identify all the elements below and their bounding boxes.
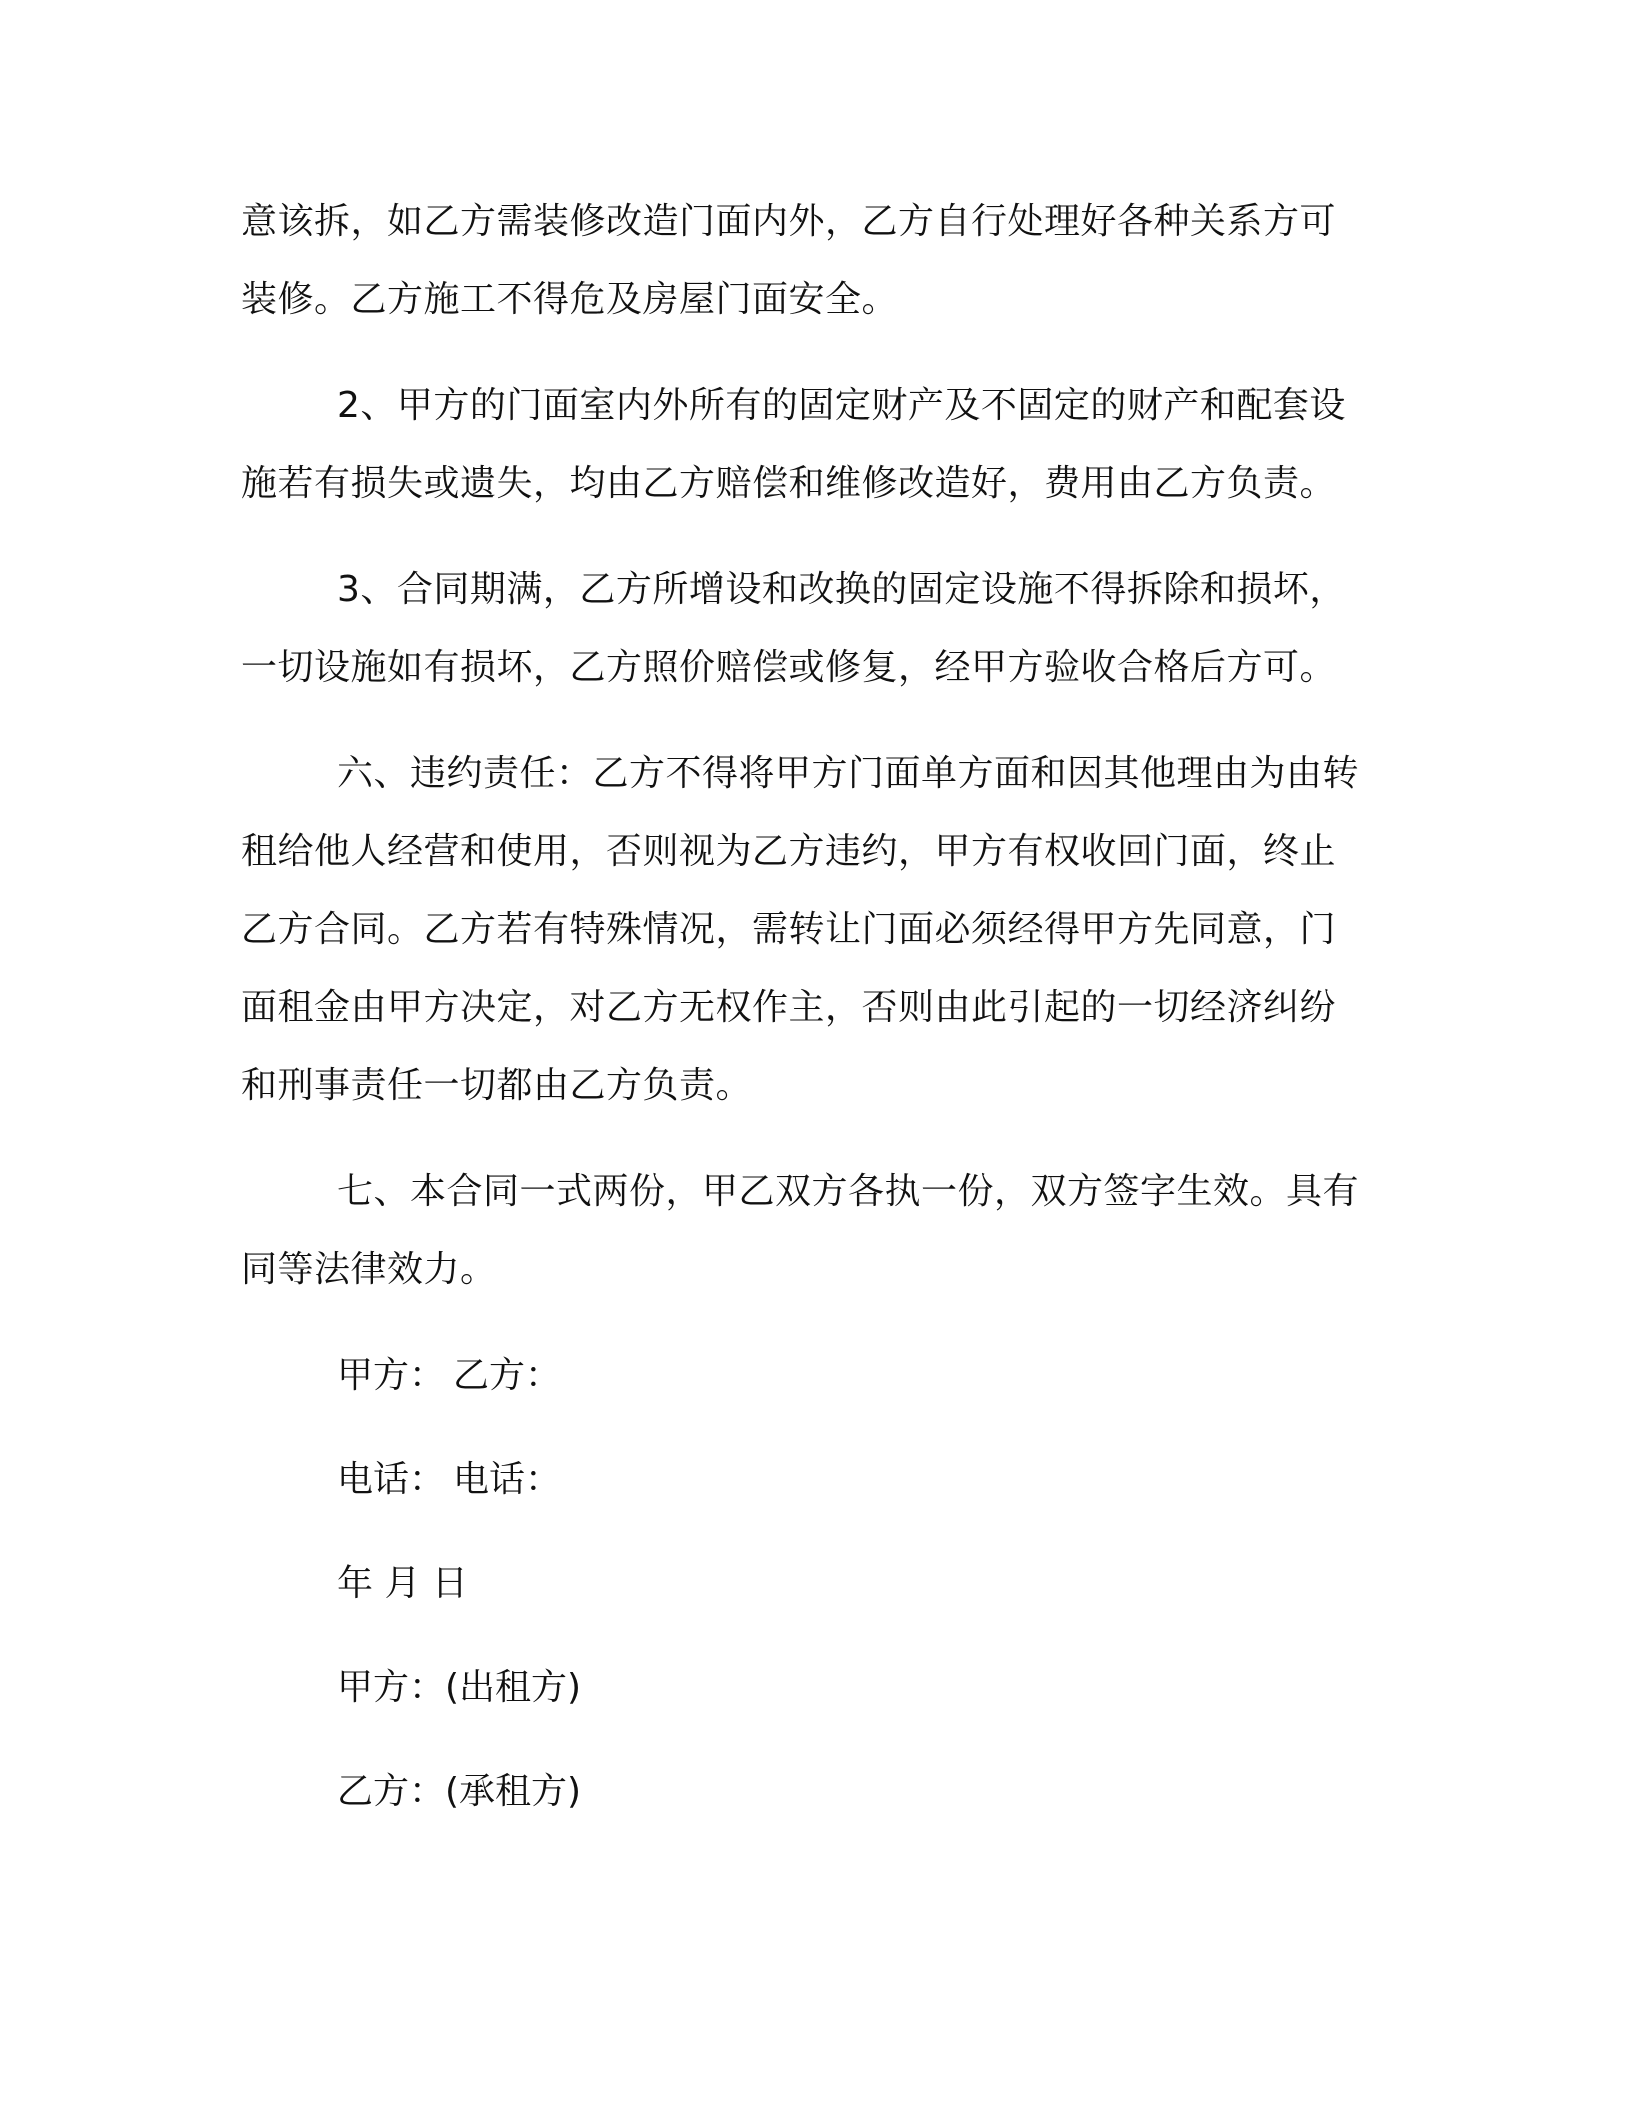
text-line: 同等法律效力。 <box>241 1249 497 1290</box>
lessor-line: 甲方：(出租方) <box>337 1667 582 1708</box>
text-line: 七、本合同一式两份，甲乙双方各执一份，双方签字生效。具有 <box>337 1171 1360 1212</box>
text-line: 一切设施如有损坏，乙方照价赔偿或修复，经甲方验收合格后方可。 <box>241 647 1337 688</box>
signature-date: 年 月 日 <box>337 1563 468 1604</box>
text-line: 和刑事责任一切都由乙方负责。 <box>241 1065 753 1106</box>
document-body <box>241 183 1391 1857</box>
signature-phones <box>241 1441 1391 1519</box>
signature-parties <box>241 1337 1391 1415</box>
paragraph-copies <box>241 1153 1391 1309</box>
text-line: 装修。乙方施工不得危及房屋门面安全。 <box>241 279 899 320</box>
party-b-label: 乙方： <box>453 1355 562 1396</box>
paragraph-clause-2 <box>241 367 1391 523</box>
text-line: 乙方合同。乙方若有特殊情况，需转让门面必须经得甲方先同意，门 <box>241 909 1337 950</box>
phone-b-label: 电话： <box>453 1459 562 1500</box>
lessee-line: 乙方：(承租方) <box>337 1771 582 1812</box>
text-line: 3、合同期满，乙方所增设和改换的固定设施不得拆除和损坏， <box>337 569 1346 610</box>
text-line: 租给他人经营和使用，否则视为乙方违约，甲方有权收回门面，终止 <box>241 831 1337 872</box>
paragraph-clause-3 <box>241 551 1391 707</box>
text-line: 面租金由甲方决定，对乙方无权作主，否则由此引起的一切经济纠纷 <box>241 987 1337 1028</box>
text-line: 六、违约责任：乙方不得将甲方门面单方面和因其他理由为由转 <box>337 753 1360 794</box>
paragraph-continuation <box>241 183 1391 339</box>
phone-a-label: 电话： <box>337 1459 446 1500</box>
text-line: 施若有损失或遗失，均由乙方赔偿和维修改造好，费用由乙方负责。 <box>241 463 1337 504</box>
text-line: 2、甲方的门面室内外所有的固定财产及不固定的财产和配套设 <box>337 385 1346 426</box>
party-a-label: 甲方： <box>337 1355 446 1396</box>
text-line: 意该拆，如乙方需装修改造门面内外，乙方自行处理好各种关系方可 <box>241 201 1337 242</box>
paragraph-breach-liability <box>241 735 1391 1125</box>
